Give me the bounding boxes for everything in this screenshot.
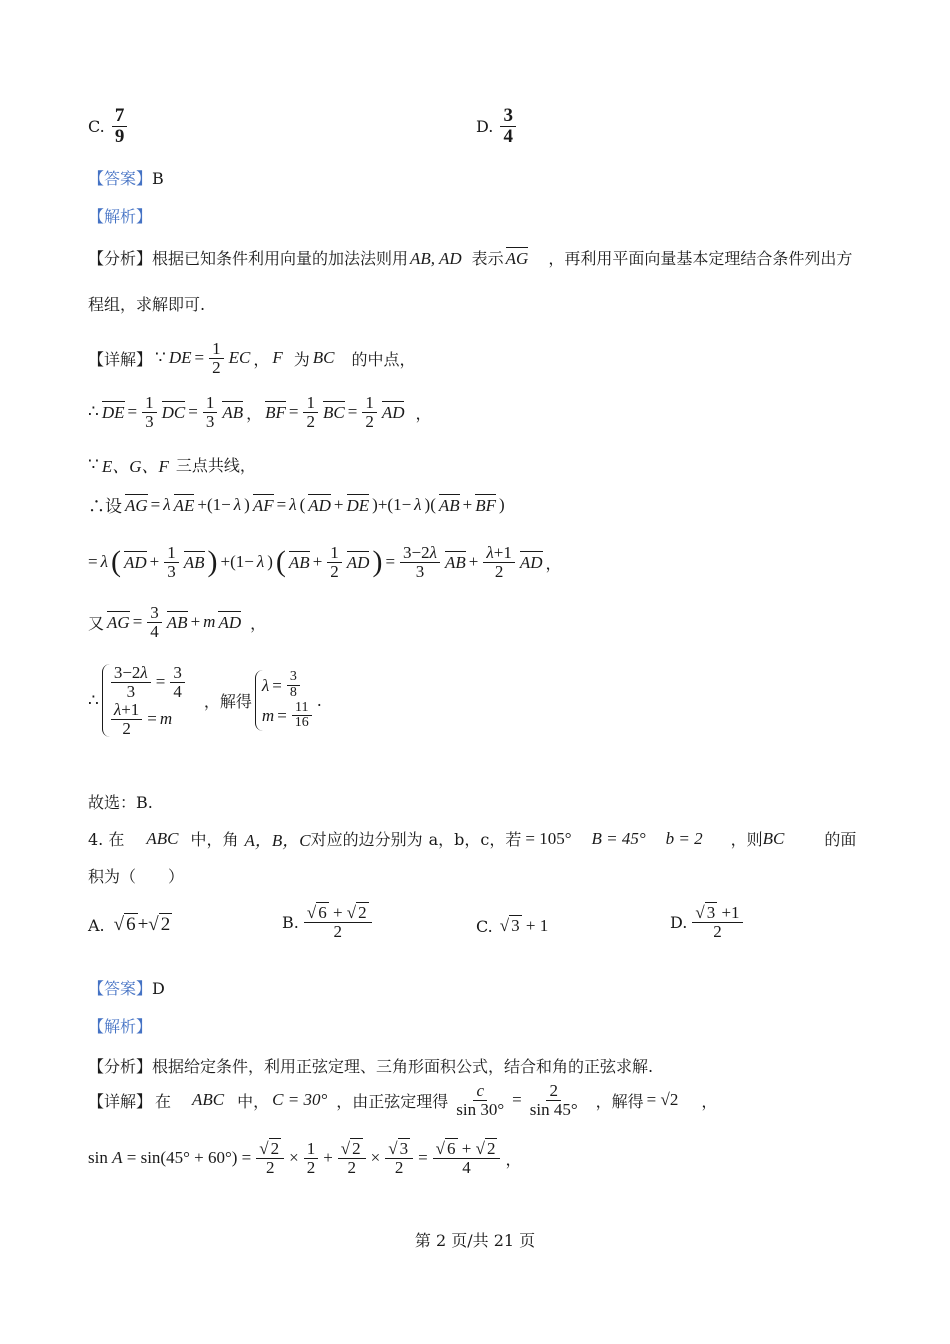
option-d-fraction: $\frac{3}{4}$ — [500, 106, 516, 147]
q4-option-d: D. $\frac{√ 3 +1}{2}$ — [670, 904, 745, 941]
fenxi-vectors: AB, AD — [410, 249, 462, 268]
q4-stem-line-2: 积为（ ） — [88, 867, 185, 886]
q4-option-a: A. √ 6 +√ 2 — [88, 914, 171, 935]
q4-stem-4: 对应的边分别为 — [310, 830, 423, 849]
answer-tag: 【答案】 — [88, 169, 153, 188]
q4-option-c: C. √ 3 + 1 — [476, 916, 549, 936]
fenxi-text-3: ，再利用平面向量基本定理结合条件列出方 — [548, 249, 853, 268]
q4-option-c-label: C. — [476, 916, 493, 936]
q4-stem-5: a，b，c，若 — [428, 830, 522, 849]
equation-system: $\frac{3-2\lambda}{3}$ = $\frac{3}{4}$ $\frac{\lambda+1}{2}$ = m — [102, 664, 187, 737]
option-d-label: D. — [476, 116, 494, 136]
q4-stem-3: A，B，C — [244, 831, 311, 850]
q4-abc: ABC — [146, 828, 179, 848]
fenxi-text-1: 根据已知条件利用向量的加法法则用 — [152, 249, 409, 268]
detail-line-7: ∴ $\frac{3-2\lambda}{3}$ = $\frac{3}{4}$ $\frac{\lambda+1}{2}$ = m ，解得 λ = $\frac{3}{8}$ m = $\frac{11}{16}$ . — [88, 663, 322, 738]
fenxi-ag: AG — [505, 249, 529, 268]
detail-line-5: = λ ( AD + $\frac{1}{3}$ AB ) +(1− λ ) ( AB + $\frac{1}{2}$ AD ) = $\frac{3-2\lambda}{3}$ AB + $\frac{\lambda+1}{2}$ AD ， — [88, 543, 562, 581]
detail-line-2: ∴ DE = $\frac{1}{3}$ DC = $\frac{1}{3}$ AB ， BF = $\frac{1}{2}$ BC = $\frac{1}{2}$ AD ， — [88, 393, 432, 431]
q4-fenxi-line — [88, 1054, 653, 1077]
q4-option-b-label: B. — [282, 912, 299, 932]
q4-detail-1: 在 — [155, 1091, 172, 1111]
answer-line-q4 — [88, 976, 165, 999]
q4-detail-4: ，解得 — [595, 1091, 644, 1111]
q4-angle-b: B = 45° — [591, 828, 646, 848]
option-c — [88, 106, 129, 147]
fenxi-line-1 — [88, 246, 852, 269]
q4-stem-6: ，则 — [730, 830, 763, 849]
q4-detail-c: C = 30° — [272, 1090, 328, 1110]
q4-detail-line-1: 【详解】 在 ABC 中， C = 30° ，由正弦定理得 $\frac{c}{\sin 30^\circ}$ = $\frac{2}{\sin 45^\circ}$ ，解得 = √2 ， — [88, 1081, 718, 1119]
q4-detail-line-2: sin A = sin(45° + 60°) = $\frac{√ 2}{2}$ × $\frac{1}{2}$ + $\frac{√ 2}{2}$ × $\frac{√ 3}{2}$ = $\frac{√ 6 + √ 2}{4}$ ， — [88, 1139, 522, 1177]
q4-option-d-label: D. — [670, 912, 688, 932]
q4-detail-result: = √2 — [646, 1090, 679, 1110]
detail-line-1: 【详解】 ∵ DE = $\frac{1}{2}$ EC ， F 为 BC 的中点， — [88, 339, 416, 377]
solution-system: λ = $\frac{3}{8}$ m = $\frac{11}{16}$ — [255, 670, 314, 731]
option-d — [476, 106, 518, 147]
q4-stem-line-1 — [88, 826, 856, 851]
q4-answer-tag: 【答案】 — [88, 979, 153, 998]
detail-tag: 【详解】 — [88, 349, 153, 369]
detail-line-6: 又 AG = $\frac{3}{4}$ AB + m AD ， — [88, 603, 267, 641]
detail-line-3: ∵ E、G、F 三点共线， — [88, 454, 256, 476]
page-footer: 第 2 页/共 21 页 — [414, 1231, 536, 1250]
fenxi-text-2: 表示 — [471, 249, 504, 268]
q4-analysis-tag: 【解析】 — [88, 1017, 153, 1036]
choice-line: 故选：B. — [88, 793, 153, 812]
answer-value: B — [152, 169, 164, 188]
q4-detail-abc: ABC — [192, 1090, 225, 1110]
detail-line-4: ∴设 AG = λ AE +(1− λ ) AF = λ ( AD + DE )+(1− λ )( AB + BF ) — [88, 494, 505, 516]
fenxi-line-2: 程组，求解即可. — [88, 295, 206, 314]
answer-line-q3 — [88, 166, 164, 189]
q4-stem-7: 的面 — [824, 830, 857, 849]
analysis-tag: 【解析】 — [88, 207, 153, 226]
q4-angle-a: = 105° — [525, 828, 572, 848]
q4-fenxi-tag: 【分析】 — [88, 1057, 153, 1076]
q4-detail-3: ，由正弦定理得 — [336, 1091, 449, 1111]
q4-option-b: B. $\frac{√ 6 + √ 2}{2}$ — [282, 904, 374, 941]
fenxi-tag: 【分析】 — [88, 249, 153, 268]
q4-detail-5: ， — [701, 1091, 718, 1111]
q4-bc: BC — [762, 828, 785, 848]
q4-side-b: b = 2 — [665, 828, 703, 848]
q4-stem-2: 中，角 — [190, 830, 239, 849]
q4-answer-value: D — [152, 979, 165, 998]
q4-detail-2: 中， — [237, 1091, 270, 1111]
q4-detail-tag: 【详解】 — [88, 1091, 153, 1111]
q4-option-a-label: A. — [88, 915, 105, 935]
q4-fenxi-text: 根据给定条件，利用正弦定理、三角形面积公式，结合和角的正弦求解. — [152, 1057, 654, 1076]
option-c-label: C. — [88, 116, 105, 136]
q4-stem-1: 4. 在 — [88, 830, 125, 849]
option-c-fraction: $\frac{7}{9}$ — [112, 106, 128, 147]
